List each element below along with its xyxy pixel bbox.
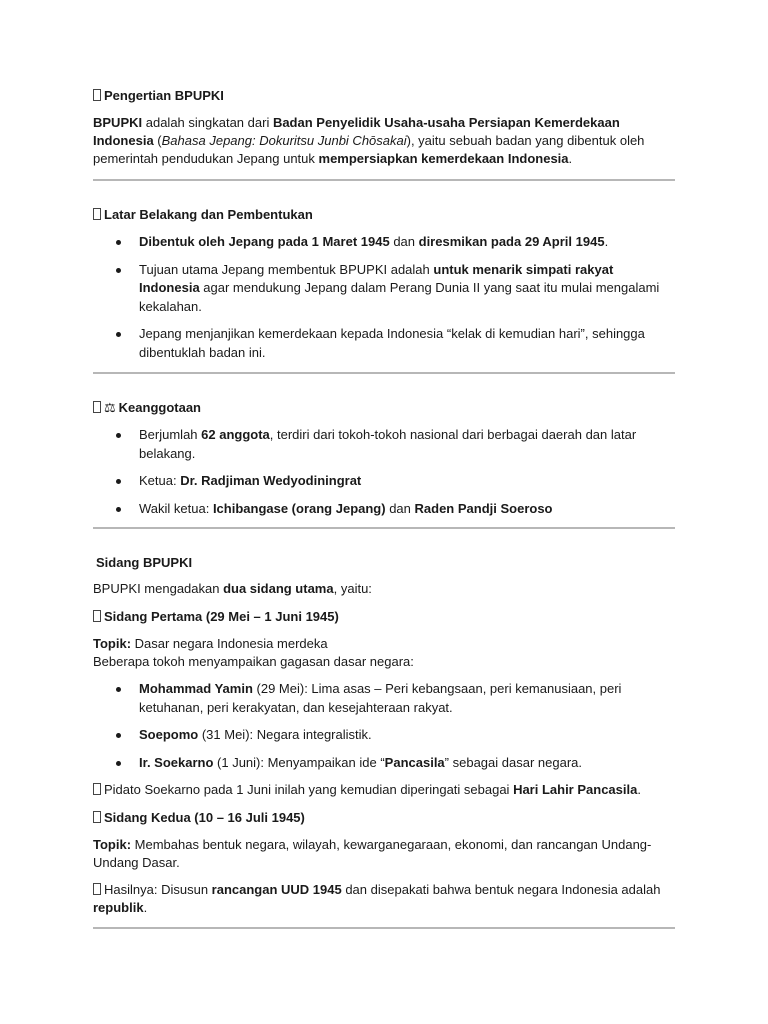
paragraph-hasil: Hasilnya: Disusun rancangan UUD 1945 dan disepakati bahwa bentuk negara Indonesia adalah republik.: [93, 882, 661, 915]
paragraph-pengertian: BPUPKI adalah singkatan dari Badan Penyelidik Usaha-usaha Persiapan Kemerdekaan Indonesia (Bahasa Jepang: Dokuritsu Junbi Chōsakai), yaitu sebuah badan yang dibentuk oleh pemerintah pendudukan Jepang untuk mempersiapkan kemerdekaan Indonesia.: [93, 115, 645, 166]
section-heading-latar-belakang: Latar Belakang dan Pembentukan: [93, 205, 675, 224]
paragraph-sidang-intro: BPUPKI mengadakan dua sidang utama, yaitu:: [93, 581, 372, 596]
section-heading-keanggotaan: ⚖ Keanggotaan: [93, 398, 675, 417]
list-tokoh: [93, 680, 675, 772]
section-heading-pengertian: Pengertian BPUPKI: [93, 86, 675, 105]
missing-glyph-icon: [93, 610, 101, 622]
list-item: Tujuan utama Jepang membentuk BPUPKI adalah untuk menarik simpati rakyat Indonesia agar mendukung Jepang dalam Perang Dunia II yang saat itu mulai mengalami kekalahan.: [93, 261, 675, 317]
list-item: Berjumlah 62 anggota, terdiri dari tokoh-tokoh nasional dari berbagai daerah dan latar belakang.: [93, 426, 675, 463]
scales-icon: ⚖: [104, 401, 116, 416]
missing-glyph-icon: [93, 89, 101, 101]
missing-glyph-icon: [93, 208, 101, 220]
subheading-sidang-pertama: Sidang Pertama (29 Mei – 1 Juni 1945): [93, 607, 675, 626]
paragraph-topik-2: Topik: Membahas bentuk negara, wilayah, kewarganegaraan, ekonomi, dan rancangan Undang-Undang Dasar.: [93, 837, 652, 870]
subheading-sidang-kedua: Sidang Kedua (10 – 16 Juli 1945): [93, 808, 675, 827]
missing-glyph-icon: [93, 783, 101, 795]
list-item: Wakil ketua: Ichibangase (orang Jepang) dan Raden Pandji Soeroso: [93, 500, 675, 519]
list-item: Ketua: Dr. Radjiman Wedyodiningrat: [93, 472, 675, 491]
section-heading-sidang: Sidang BPUPKI: [96, 555, 193, 570]
list-item: Soepomo (31 Mei): Negara integralistik.: [93, 726, 675, 745]
divider: [93, 927, 675, 929]
missing-glyph-icon: [93, 883, 101, 895]
paragraph-hari-lahir: Pidato Soekarno pada 1 Juni inilah yang kemudian diperingati sebagai Hari Lahir Pancasila.: [93, 781, 675, 799]
paragraph-topik-1: Topik: Dasar negara Indonesia merdeka Beberapa tokoh menyampaikan gagasan dasar negara:: [93, 636, 414, 669]
missing-glyph-icon: [93, 401, 101, 413]
document-page: [93, 86, 675, 929]
list-latar-belakang: [93, 233, 675, 362]
list-item: Dibentuk oleh Jepang pada 1 Maret 1945 dan diresmikan pada 29 April 1945.: [93, 233, 675, 252]
list-item: Mohammad Yamin (29 Mei): Lima asas – Peri kebangsaan, peri kemanusiaan, peri ketuhanan, peri kerakyatan, dan kesejahteraan rakyat.: [93, 680, 675, 717]
list-item: Ir. Soekarno (1 Juni): Menyampaikan ide “Pancasila” sebagai dasar negara.: [93, 754, 675, 773]
list-keanggotaan: [93, 426, 675, 518]
list-item: Jepang menjanjikan kemerdekaan kepada Indonesia “kelak di kemudian hari”, sehingga dibentuklah badan ini.: [93, 325, 675, 362]
missing-glyph-icon: [93, 811, 101, 823]
